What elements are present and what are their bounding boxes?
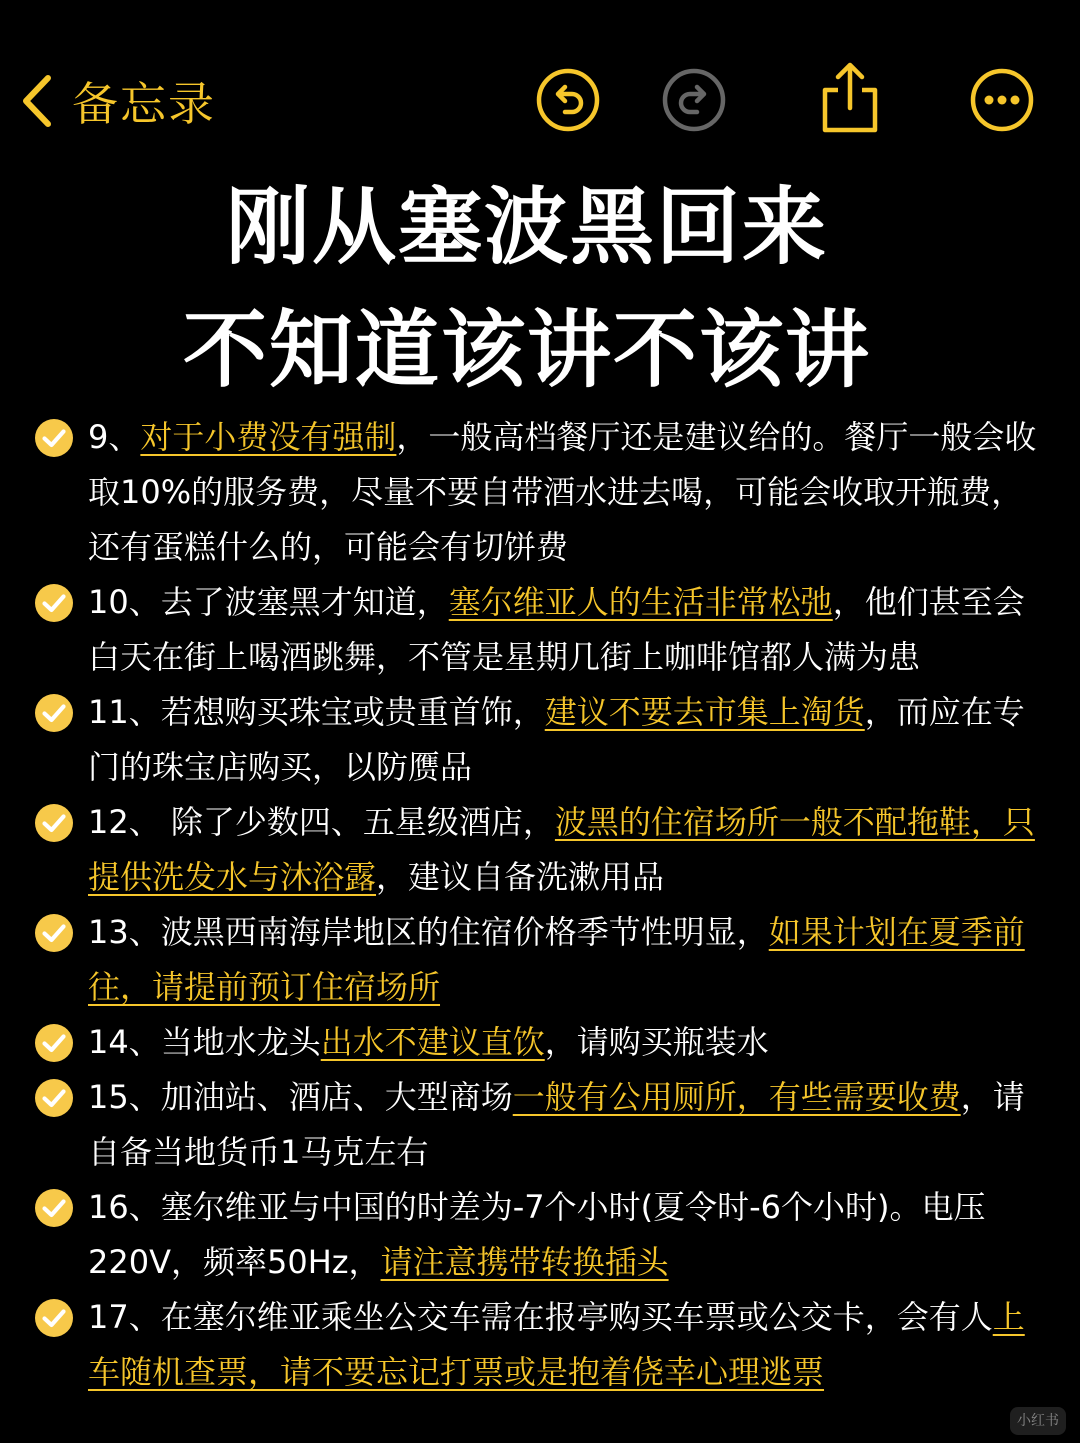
item-text: 10、去了波塞黑才知道，: [88, 583, 449, 621]
highlighted-text: 对于小费没有强制: [140, 418, 397, 456]
note-title-line-2: 不知道该讲不该讲: [182, 301, 871, 399]
item-text: 12、 除了少数四、五星级酒店，: [88, 803, 555, 841]
checkmark-icon: [34, 693, 74, 733]
checkmark-icon: [34, 1023, 74, 1063]
item-text: ，而应在专门的珠宝店购买，以防赝品: [88, 693, 1025, 786]
checkmark-icon: [34, 1188, 74, 1228]
checkmark-icon: [34, 418, 74, 458]
checkmark-icon: [34, 583, 74, 623]
list-item: [0, 575, 1080, 685]
highlighted-text: 一般有公用厕所，有些需要收费: [512, 1078, 961, 1116]
highlighted-text: 出水不建议直饮: [320, 1023, 545, 1061]
item-text: 13、波黑西南海岸地区的住宿价格季节性明显，: [88, 913, 769, 951]
item-text: 14、当地水龙头: [88, 1023, 321, 1061]
redo-icon: [660, 66, 728, 134]
highlighted-text: 建议不要去市集上淘货: [544, 693, 865, 731]
item-text: 11、若想购买珠宝或贵重首饰，: [88, 693, 545, 731]
share-icon: [815, 60, 885, 136]
list-item: [0, 1015, 1080, 1070]
back-label: 备忘录: [72, 77, 216, 131]
undo-button[interactable]: [534, 66, 602, 134]
item-text: 9、: [88, 418, 141, 456]
highlighted-text: 上车随机查票，请不要忘记打票或是抱着侥幸心理逃票: [88, 1298, 1025, 1391]
item-text: ，一般高档餐厅还是建议给的。餐厅一般会收取10%的服务费，尽量不要自带酒水进去喝，可能会收取开瓶费，还有蛋糕什么的，可能会有切饼费: [88, 418, 1037, 566]
back-button[interactable]: [20, 66, 216, 136]
note-title-line-1: 刚从塞波黑回来: [225, 178, 828, 276]
item-text: 16、塞尔维亚与中国的时差为-7个小时(夏令时-6个小时)。电压220V，频率50Hz，: [88, 1188, 986, 1281]
more-button[interactable]: [968, 66, 1036, 134]
undo-icon: [534, 66, 602, 134]
list-item: [0, 1180, 1080, 1290]
item-text: 17、在塞尔维亚乘坐公交车需在报亭购买车票或公交卡，会有人: [88, 1298, 993, 1336]
list-item: [0, 1290, 1080, 1400]
highlighted-text: 塞尔维亚人的生活非常松弛: [448, 583, 833, 621]
highlighted-text: 波黑的住宿场所一般不配拖鞋，只提供洗发水与沐浴露: [88, 803, 1035, 896]
item-text: 15、加油站、酒店、大型商场: [88, 1078, 513, 1116]
list-item: [0, 795, 1080, 905]
checkmark-icon: [34, 1298, 74, 1338]
list-item: [0, 410, 1080, 575]
highlighted-text: 请注意携带转换插头: [380, 1243, 669, 1281]
list-item: [0, 1070, 1080, 1180]
toolbar: [0, 0, 1080, 150]
list-item: [0, 905, 1080, 1015]
redo-button[interactable]: [660, 66, 728, 134]
more-icon: [968, 66, 1036, 134]
checkmark-icon: [34, 913, 74, 953]
highlighted-text: 如果计划在夏季前往，请提前预订住宿场所: [88, 913, 1025, 1006]
checkmark-icon: [34, 803, 74, 843]
watermark-badge: 小红书: [1010, 1407, 1066, 1435]
checkmark-icon: [34, 1078, 74, 1118]
item-text: ，建议自备洗漱用品: [376, 858, 665, 896]
list-item: [0, 685, 1080, 795]
item-text: ，请购买瓶装水: [544, 1023, 769, 1061]
item-text: ，他们甚至会白天在街上喝酒跳舞，不管是星期几街上咖啡馆都人满为患: [88, 583, 1025, 676]
item-text: ，请自备当地货币1马克左右: [88, 1078, 1025, 1171]
share-button[interactable]: [815, 60, 885, 136]
back-chevron-icon: [20, 74, 54, 128]
note-body[interactable]: [0, 410, 1080, 1400]
